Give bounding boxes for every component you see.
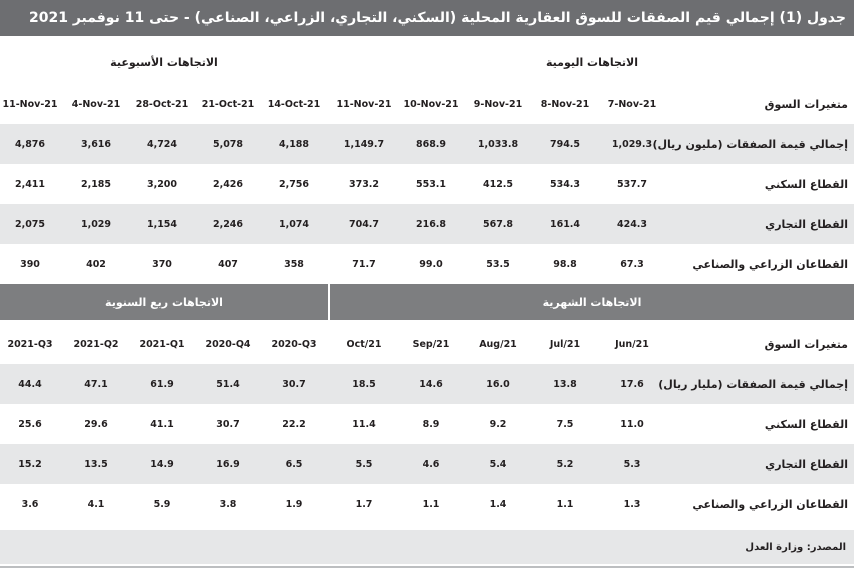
table-cell: 13.5 (84, 458, 108, 470)
table-cell: 216.8 (415, 218, 447, 230)
table-cell: 1,154 (146, 218, 178, 230)
col-header: Sep/21 (412, 338, 450, 350)
col-header: 2020-Q3 (271, 338, 317, 350)
table-cell: 13.8 (553, 378, 577, 390)
table-cell: 30.7 (216, 418, 240, 430)
table-cell: 71.7 (352, 258, 376, 270)
col-header: 9-Nov-21 (473, 98, 523, 110)
table-cell: 1,029.3 (611, 138, 653, 150)
table-cell: 22.2 (282, 418, 306, 430)
table-cell: 358 (284, 258, 304, 270)
table-cell: 18.5 (352, 378, 376, 390)
table-cell: 553.1 (415, 178, 447, 190)
table-cell: 3.6 (21, 498, 39, 510)
table-cell: 98.8 (553, 258, 577, 270)
col-header: 4-Nov-21 (71, 98, 121, 110)
row-label: القطاعان الزراعي والصناعي (692, 497, 848, 511)
table-cell: 2,246 (212, 218, 244, 230)
table-cell: 4,188 (278, 138, 310, 150)
table-cell: 61.9 (150, 378, 174, 390)
daily-group-header: الاتجاهات اليومية (330, 44, 854, 80)
table-cell: 6.5 (285, 458, 303, 470)
table-cell: 8.9 (422, 418, 440, 430)
row-label: القطاع التجاري (765, 217, 848, 231)
table-cell: 1.1 (422, 498, 440, 510)
col-header: 2021-Q2 (73, 338, 119, 350)
table-cell: 9.2 (489, 418, 507, 430)
row-label: القطاع السكني (764, 177, 848, 191)
col-header: 11-Nov-21 (2, 98, 58, 110)
table-cell: 99.0 (419, 258, 443, 270)
table-cell: 412.5 (482, 178, 514, 190)
table-cell: 5,078 (212, 138, 244, 150)
row-label: القطاع السكني (764, 417, 848, 431)
row-label: متغيرات السوق (764, 337, 848, 351)
table-cell: 4,876 (14, 138, 46, 150)
table-cell: 5.2 (556, 458, 574, 470)
table-cell: 424.3 (616, 218, 648, 230)
table-cell: 25.6 (18, 418, 42, 430)
table-cell: 534.3 (549, 178, 581, 190)
table-row (0, 404, 854, 444)
col-header: Jun/21 (615, 338, 649, 350)
table-cell: 370 (152, 258, 172, 270)
row-label: القطاعان الزراعي والصناعي (692, 257, 848, 271)
col-header: 28-Oct-21 (135, 98, 189, 110)
table-cell: 1.3 (623, 498, 641, 510)
table-cell: 4.6 (422, 458, 440, 470)
monthly-group-header: الاتجاهات الشهرية (330, 284, 854, 320)
divider (0, 566, 854, 568)
table-row (0, 484, 854, 524)
table-row (0, 444, 854, 484)
table-cell: 4,724 (146, 138, 178, 150)
table-cell: 11.0 (620, 418, 644, 430)
col-header: 8-Nov-21 (540, 98, 590, 110)
column-header-row (0, 84, 854, 124)
col-header: 10-Nov-21 (403, 98, 459, 110)
table-cell: 2,075 (14, 218, 46, 230)
bottom-table (0, 284, 854, 524)
table-cell: 5.4 (489, 458, 507, 470)
table-cell: 17.6 (620, 378, 644, 390)
table-cell: 1.7 (355, 498, 373, 510)
table-cell: 1.9 (285, 498, 303, 510)
quarterly-group-header: الاتجاهات ربع السنوية (0, 284, 328, 320)
table-cell: 4.1 (87, 498, 105, 510)
table-row (0, 244, 854, 284)
table-cell: 2,185 (80, 178, 112, 190)
row-label: إجمالي قيمة الصفقات (مليار ريال) (658, 377, 848, 391)
row-label: إجمالي قيمة الصفقات (مليون ريال) (652, 137, 848, 151)
table-cell: 868.9 (415, 138, 447, 150)
source-note: المصدر: وزارة العدل (0, 530, 854, 564)
table-cell: 29.6 (84, 418, 108, 430)
col-header: 2020-Q4 (205, 338, 251, 350)
table-cell: 41.1 (150, 418, 174, 430)
table-cell: 51.4 (216, 378, 240, 390)
table-cell: 53.5 (486, 258, 510, 270)
table-cell: 14.6 (419, 378, 443, 390)
table-row (0, 204, 854, 244)
table-cell: 5.9 (153, 498, 171, 510)
col-header: 21-Oct-21 (201, 98, 255, 110)
table-cell: 11.4 (352, 418, 376, 430)
table-cell: 5.3 (623, 458, 641, 470)
table-cell: 1,149.7 (343, 138, 385, 150)
column-header-row (0, 324, 854, 364)
table-cell: 1,074 (278, 218, 310, 230)
table-cell: 537.7 (616, 178, 648, 190)
table-cell: 402 (86, 258, 106, 270)
table-cell: 5.5 (355, 458, 373, 470)
col-header: 7-Nov-21 (607, 98, 657, 110)
table-cell: 44.4 (18, 378, 42, 390)
table-cell: 1,033.8 (477, 138, 519, 150)
table-cell: 2,426 (212, 178, 244, 190)
weekly-group-header: الاتجاهات الأسبوعية (0, 44, 328, 80)
table-cell: 704.7 (348, 218, 380, 230)
table-cell: 16.9 (216, 458, 240, 470)
table-row (0, 364, 854, 404)
table-cell: 15.2 (18, 458, 42, 470)
row-label: القطاع التجاري (765, 457, 848, 471)
table-cell: 390 (20, 258, 40, 270)
col-header: Aug/21 (479, 338, 517, 350)
table-cell: 1.4 (489, 498, 507, 510)
table-cell: 16.0 (486, 378, 510, 390)
table-row (0, 164, 854, 204)
table-cell: 7.5 (556, 418, 574, 430)
table-cell: 567.8 (482, 218, 514, 230)
table-cell: 2,756 (278, 178, 310, 190)
table-cell: 2,411 (14, 178, 46, 190)
table-cell: 3.8 (219, 498, 237, 510)
table-cell: 67.3 (620, 258, 644, 270)
col-header: 2021-Q3 (7, 338, 53, 350)
table-cell: 30.7 (282, 378, 306, 390)
table-cell: 14.9 (150, 458, 174, 470)
table-cell: 1.1 (556, 498, 574, 510)
table-cell: 47.1 (84, 378, 108, 390)
col-header: 14-Oct-21 (267, 98, 321, 110)
table-cell: 1,029 (80, 218, 112, 230)
col-header: 2021-Q1 (139, 338, 185, 350)
table-cell: 161.4 (549, 218, 581, 230)
col-header: Jul/21 (549, 338, 581, 350)
table-cell: 3,616 (80, 138, 112, 150)
col-header: 11-Nov-21 (336, 98, 392, 110)
table-cell: 794.5 (549, 138, 581, 150)
table-cell: 373.2 (348, 178, 380, 190)
table-row (0, 124, 854, 164)
table-title: جدول (1) إجمالي قيم الصفقات للسوق العقارية المحلية (السكني، التجاري، الزراعي، الصناعي) - حتى 11 نوفمبر 2021 (0, 0, 854, 36)
table-cell: 407 (218, 258, 238, 270)
row-label: متغيرات السوق (764, 97, 848, 111)
col-header: Oct/21 (346, 338, 382, 350)
top-table (0, 44, 854, 284)
table-cell: 3,200 (146, 178, 178, 190)
